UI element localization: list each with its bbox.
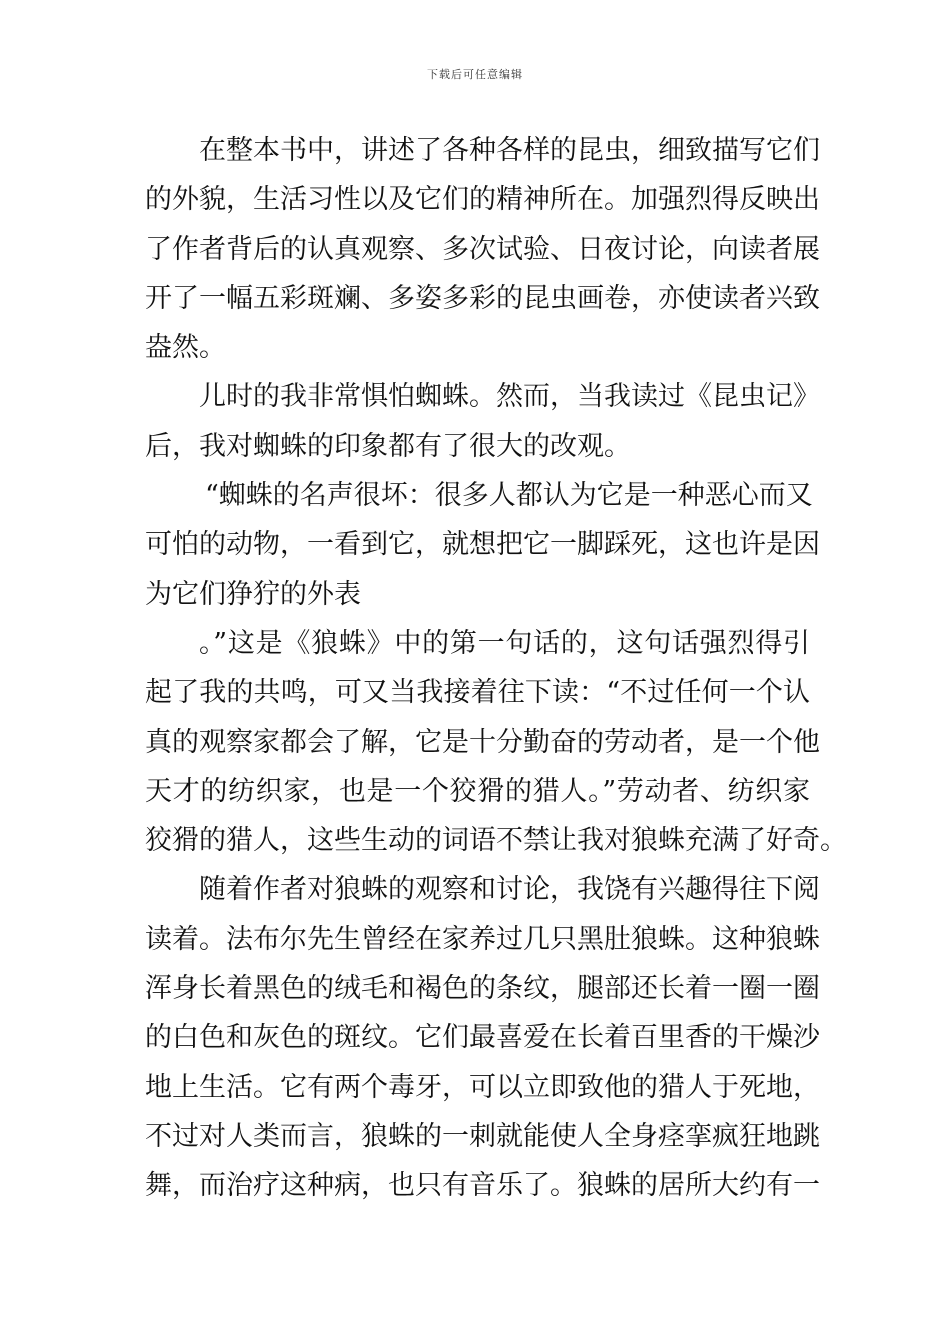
text-line: 的外貌，生活习性以及它们的精神所在。加强烈得反映出 [145, 184, 820, 216]
text-line: 为它们狰狞的外表 [145, 578, 361, 610]
text-line: 舞，而治疗这种病，也只有音乐了。狼蛛的居所大约有一 [145, 1170, 820, 1202]
header-note: 下载后可任意编辑 [427, 68, 523, 81]
text-line: 。”这是《狼蛛》中的第一句话的，这句话强烈得引 [199, 627, 810, 659]
text-line: 地上生活。它有两个毒牙，可以立即致他的猎人于死地， [145, 1071, 820, 1103]
text-line: 后，我对蜘蛛的印象都有了很大的改观。 [145, 430, 631, 462]
text-line: 浑身长着黑色的绒毛和褐色的条纹，腿部还长着一圈一圈 [145, 973, 820, 1005]
text-line: “蜘蛛的名声很坏：很多人都认为它是一种恶心而又 [205, 480, 813, 512]
text-line: 真的观察家都会了解，它是十分勤奋的劳动者，是一个他 [145, 726, 820, 758]
text-line: 随着作者对狼蛛的观察和讨论，我饶有兴趣得往下阅 [199, 874, 820, 906]
text-line: 在整本书中，讲述了各种各样的昆虫，细致描写它们 [199, 135, 820, 166]
text-line: 起了我的共鸣，可又当我接着往下读：“不过任何一个认 [145, 677, 810, 709]
text-line: 的白色和灰色的斑纹。它们最喜爱在长着百里香的干燥沙 [145, 1022, 820, 1054]
text-line: 狡猾的猎人，这些生动的词语不禁让我对狼蛛充满了好奇。 [145, 825, 847, 857]
text-line: 读着。法布尔先生曾经在家养过几只黑肚狼蛛。这种狼蛛 [145, 923, 820, 955]
text-line: 了作者背后的认真观察、多次试验、日夜讨论，向读者展 [145, 233, 820, 265]
text-line: 可怕的动物，一看到它，就想把它一脚踩死，这也许是因 [145, 529, 820, 561]
text-line: 不过对人类而言，狼蛛的一刺就能使人全身痉挛疯狂地跳 [145, 1120, 820, 1152]
text-line: 盎然。 [145, 332, 226, 364]
text-line: 天才的纺织家，也是一个狡猾的猎人。”劳动者、纺织家 [145, 775, 810, 807]
text-line: 开了一幅五彩斑斓、多姿多彩的昆虫画卷，亦使读者兴致 [145, 282, 820, 314]
text-line: 儿时的我非常惧怕蜘蛛。然而，当我读过《昆虫记》 [199, 381, 820, 413]
body-text [145, 126, 847, 1211]
